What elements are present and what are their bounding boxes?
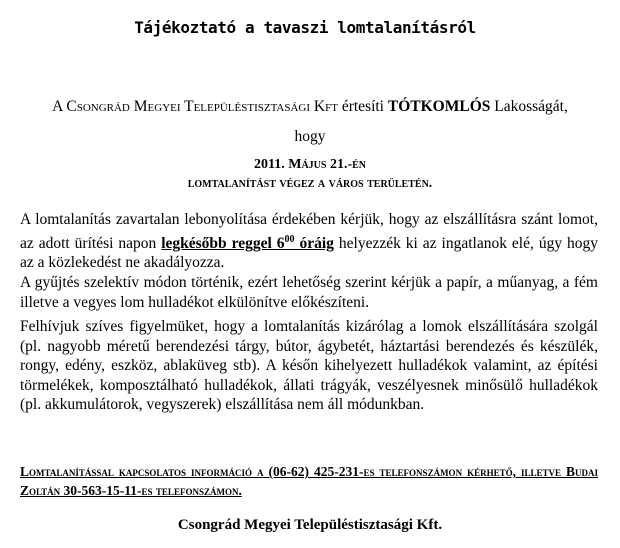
paragraph-selective: A gyűjtés szelektív módon történik, ezért lehetőség szerint kérjük a papír, a műanyag, a fém illetve a vegyes lom hulladékot elkülönítve előkészíteni. <box>20 274 598 311</box>
deadline-minutes: 00 <box>284 233 295 245</box>
contact-info: Lomtalanítással kapcsolatos információ a (06-62) 425-231-es telefonszámon kérhető, illetve Budai Zoltán 30-563-15-11-es telefonszámon. <box>20 464 598 498</box>
deadline-text: legkésőbb reggel 6 <box>161 234 285 252</box>
signature: Csongrád Megyei Településtisztasági Kft. <box>177 517 443 533</box>
action-line: lomtalanítást végez a város területén. <box>187 176 433 191</box>
deadline-highlight <box>161 235 334 252</box>
date-block <box>0 155 620 193</box>
paragraph-schedule <box>20 210 598 273</box>
intro-verb: értesíti <box>337 98 388 115</box>
intro-prefix: A <box>52 98 67 115</box>
company-name: Csongrád Megyei Településtisztasági Kft <box>66 98 338 115</box>
deadline-hour-word: óráig <box>294 234 334 252</box>
intro-line <box>0 98 620 116</box>
conjunction-line: hogy <box>294 128 326 145</box>
date-line: 2011. Május 21.-én <box>254 157 366 172</box>
paragraph-schedule-start: A lomtalanítás zavartalan lebonyolítása érdekében kérjük, hogy az elszállításra szánt lomot, az adott ürítési napon <box>20 211 598 252</box>
paragraph-schedule-end: helyezzék ki az ingatlanok elé, úgy hogy az a közlekedést ne akadályozza. <box>20 234 599 272</box>
intro-suffix: Lakosságát, <box>490 98 568 115</box>
town-name: TÓTKOMLÓS <box>387 98 491 115</box>
paragraph-restrictions: Felhívjuk szíves figyelmüket, hogy a lomtalanítás kizárólag a lomok elszállítására szolgál (pl. nagyobb méretű berendezési tárgy, bútor, ágybetét, háztartási berendezés és készülék, rongy, edény, eszköz, ablaküveg stb). A későn kihelyezett hulladékok valamint, az építési törmelékek, komposztálható hulladékok, állati trágyák, veszélyesnek minősülő hulladékok (pl. akkumulátorok, vegyszerek) elszállítása nem áll módunkban. <box>20 318 598 413</box>
document-title: Tájékoztató a tavaszi lomtalanításról <box>134 18 476 37</box>
